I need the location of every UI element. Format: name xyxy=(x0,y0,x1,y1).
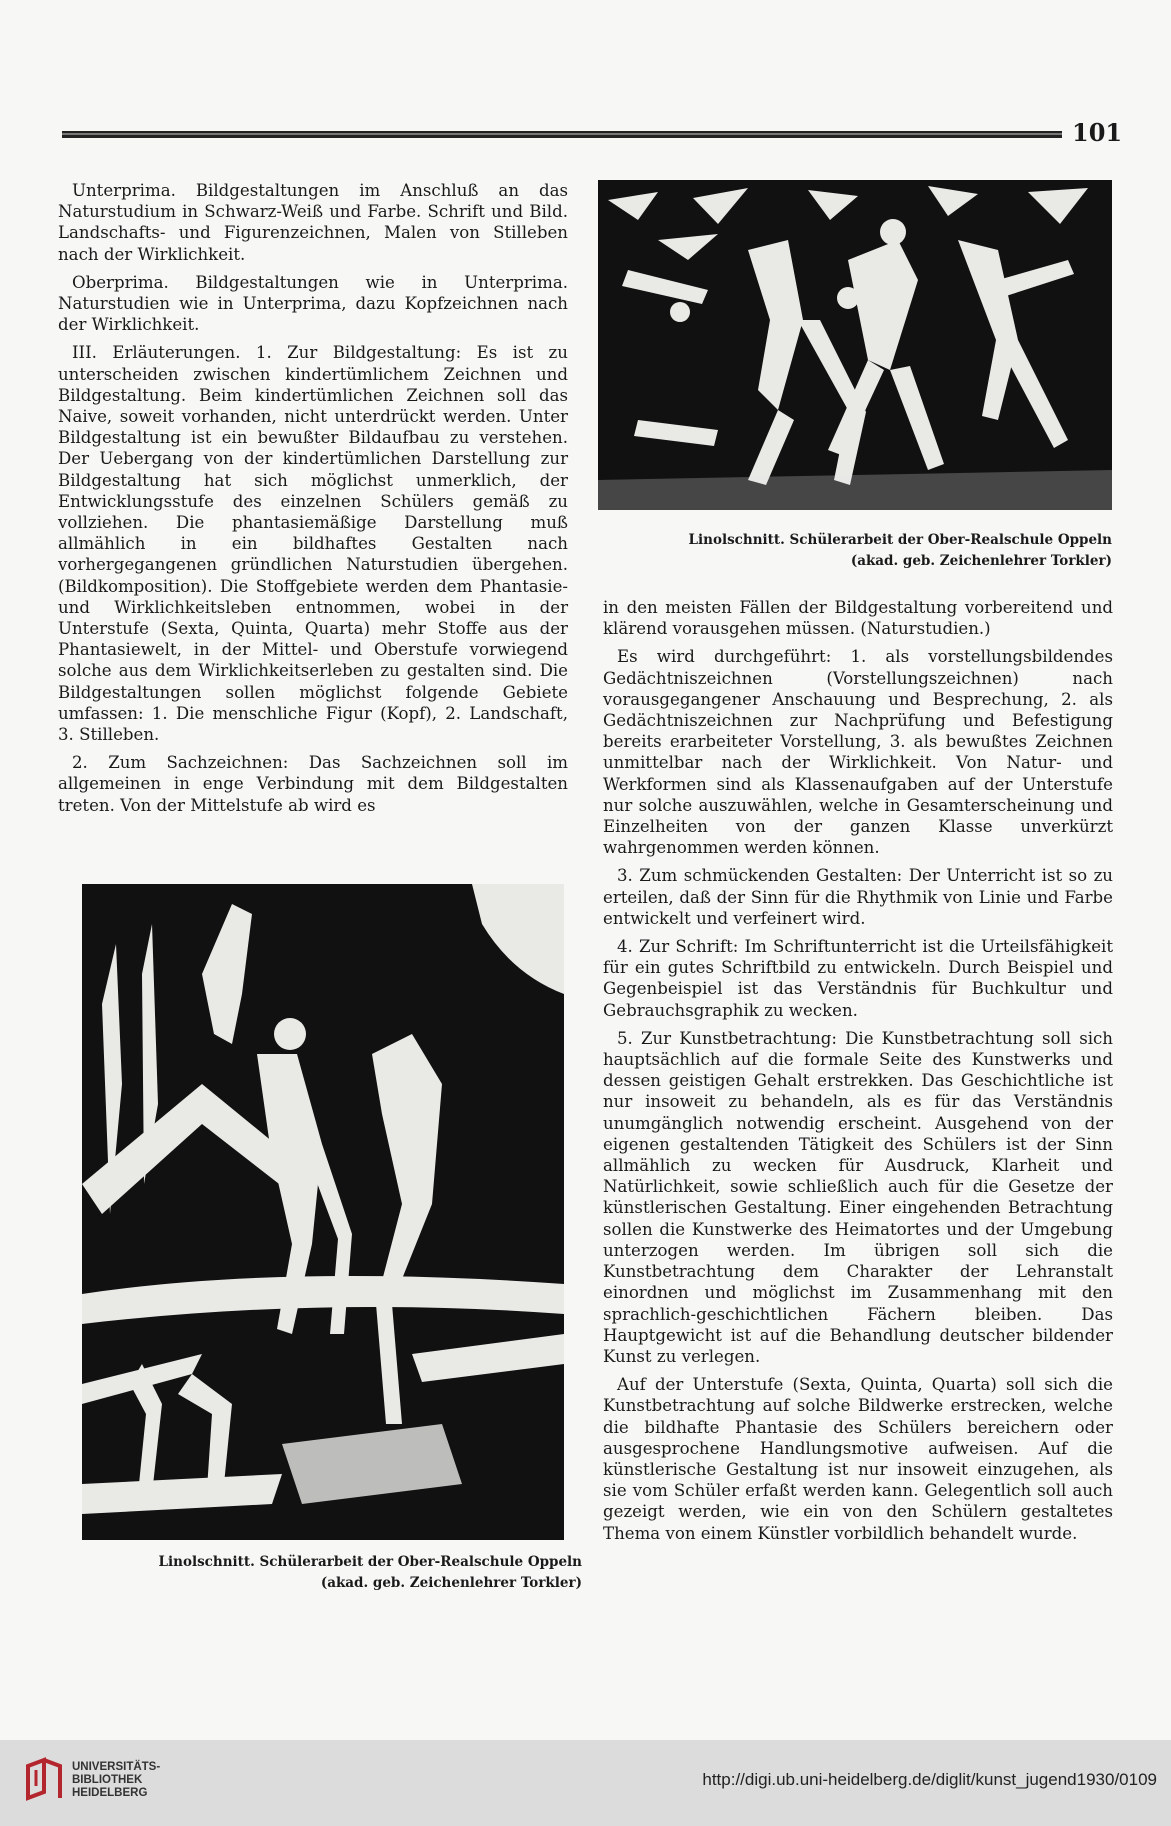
paragraph-erlaeuterungen: III. Erläuterungen. 1. Zur Bildgestaltung: Es ist zu unterscheiden zwischen kindertümlichem Zeichnen und Bildgestaltung. Beim kindertümlichen Zeichnen soll das Naive, soweit vorhanden, nicht unterdrückt werden. Unter Bildgestaltung ist ein bewußter Bildaufbau zu verstehen. Der Uebergang von der kindertümlichen Darstellung zur Bildgestaltung hat sich möglichst unmerklich, der Entwicklungsstufe des einzelnen Schülers gemäß zu vollziehen. Die phantasiemäßige Darstellung muß allmählich in ein bildhaftes Gestalten nach vorhergegangenen gründlichen Naturstudien übergehen. (Bildkomposition). Die Stoffgebiete werden dem Phantasie- und Wirklichkeitsleben entnommen, wobei in der Unterstufe (Sexta, Quinta, Quarta) mehr Stoffe aus der Phantasiewelt, in der Mittel- und Oberstufe vorwiegend solche aus dem Wirklichkeitserleben zu gestalten sind. Die Bildgestaltungen sollen möglichst folgende Gebiete umfassen: 1. Die menschliche Figur (Kopf), 2. Landschaft, 3. Stilleben. xyxy=(58,343,568,745)
linocut-horse-and-rider xyxy=(82,884,564,1540)
paragraph-unterprima: Unterprima. Bildgestaltungen im Anschluß an das Naturstudium in Schwarz-Weiß und Farbe. Schrift und Bild. Landschafts- und Figurenzeichnen, Malen von Stilleben nach der Wirklichkeit. xyxy=(58,181,568,264)
paragraph-vorbereitend: in den meisten Fällen der Bildgestaltung vorbereitend und klärend vorausgehen müssen. (Naturstudien.) xyxy=(603,598,1113,639)
right-text-column xyxy=(603,597,1113,1551)
paragraph-unterstufe: Auf der Unterstufe (Sexta, Quinta, Quarta) soll sich die Kunstbetrachtung auf solche Bildwerke erstrecken, welche die bildhafte Phantasie des Schülers bereichern oder ausgesprochene Handlungsmotive aufweisen. Auf die künstlerische Gestaltung ist nur insoweit einzugehen, als sie vom Schüler erfaßt werden kann. Gelegentlich soll auch gezeigt werden, wie ein von den Schülern gestaltetes Thema von einem Künstler vorbildlich behandelt wurde. xyxy=(603,1375,1113,1543)
library-name-line1: UNIVERSITÄTS- xyxy=(72,1761,161,1773)
paragraph-durchgefuehrt: Es wird durchgeführt: 1. als vorstellungsbildendes Gedächtniszeichnen (Vorstellungszeichnen) nach vorausgegangener Anschauung und Besprechung, 2. als Gedächtniszeichnen zur Nachprüfung und Befestigung bereits erarbeiteter Vorstellung, 3. als bewußtes Zeichnen unmittelbar nach der Wirklichkeit. Von Natur- und Werkformen sind als Klassenaufgaben auf der Unterstufe nur solche auszuwählen, welche in Gesamterscheinung und Einzelheiten von der ganzen Klasse unverkürzt wahrgenommen werden können. xyxy=(603,647,1113,858)
paragraph-schmueckend: 3. Zum schmückenden Gestalten: Der Unterricht ist so zu erteilen, daß der Sinn für die Rhythmik von Linie und Farbe entwickelt und verfeinert wird. xyxy=(603,866,1113,928)
library-name-line2: BIBLIOTHEK xyxy=(72,1774,143,1786)
library-logo-icon[interactable] xyxy=(22,1756,66,1804)
header-rule xyxy=(62,131,1062,138)
linocut-football-players xyxy=(598,180,1112,510)
caption-top-line2: (akad. geb. Zeichenlehrer Torkler) xyxy=(850,553,1112,569)
caption-bottom-line1: Linolschnitt. Schülerarbeit der Ober-Realschule Oppeln xyxy=(158,1554,582,1570)
paragraph-oberprima: Oberprima. Bildgestaltungen wie in Unterprima. Naturstudien wie in Unterprima, dazu Kopfzeichnen nach der Wirklichkeit. xyxy=(58,272,568,335)
paragraph-kunstbetrachtung: 5. Zur Kunstbetrachtung: Die Kunstbetrachtung soll sich hauptsächlich auf die formale Seite des Kunstwerks und dessen geistigen Gehalt erstrekken. Das Geschichtliche ist nur insoweit zu behandeln, als es für das Verständnis unumgänglich notwendig erscheint. Ausgehend von der eigenen gestaltenden Tätigkeit des Schülers ist der Sinn allmählich zu wecken für Ausdruck, Klarheit und Natürlichkeit, sowie schließlich auch für die Gesetze der künstlerischen Gestaltung. Einer eingehenden Betrachtung sollen die Kunstwerke des Heimatortes und der Umgebung unterzogen werden. Im übrigen soll sich die Kunstbetrachtung dem Charakter der Lehranstalt einordnen und möglichst im Zusammenhang mit den sprachlich-geschichtlichen Fächern bleiben. Das Hauptgewicht ist auf die Behandlung deutscher bildender Kunst zu verlegen. xyxy=(603,1028,1113,1366)
linocut-football-image xyxy=(598,180,1112,510)
page-number: 101 xyxy=(1072,118,1123,147)
viewer-footer xyxy=(0,1740,1171,1826)
linocut-horse-image xyxy=(82,884,564,1540)
paragraph-sachzeichnen: 2. Zum Sachzeichnen: Das Sachzeichnen soll im allgemeinen in enge Verbindung mit dem Bildgestalten treten. Von der Mittelstufe ab wird es xyxy=(58,753,568,815)
paragraph-schrift: 4. Zur Schrift: Im Schriftunterricht ist die Urteilsfähigkeit für ein gutes Schriftbild zu entwickeln. Durch Beispiel und Gegenbeispiel ist das Verständnis für Buchkultur und Gebrauchsgraphik zu wecken. xyxy=(603,937,1113,1020)
library-name[interactable] xyxy=(72,1761,160,1800)
library-name-line3: HEIDELBERG xyxy=(72,1787,148,1799)
caption-top-figure xyxy=(600,530,1112,572)
caption-top-line1: Linolschnitt. Schülerarbeit der Ober-Realschule Oppeln xyxy=(688,532,1112,548)
left-text-column xyxy=(58,180,568,823)
caption-bottom-line2: (akad. geb. Zeichenlehrer Torkler) xyxy=(320,1575,582,1591)
caption-bottom-figure xyxy=(82,1552,582,1594)
permalink-url[interactable]: http://digi.ub.uni-heidelberg.de/diglit/kunst_jugend1930/0109 xyxy=(702,1770,1157,1789)
